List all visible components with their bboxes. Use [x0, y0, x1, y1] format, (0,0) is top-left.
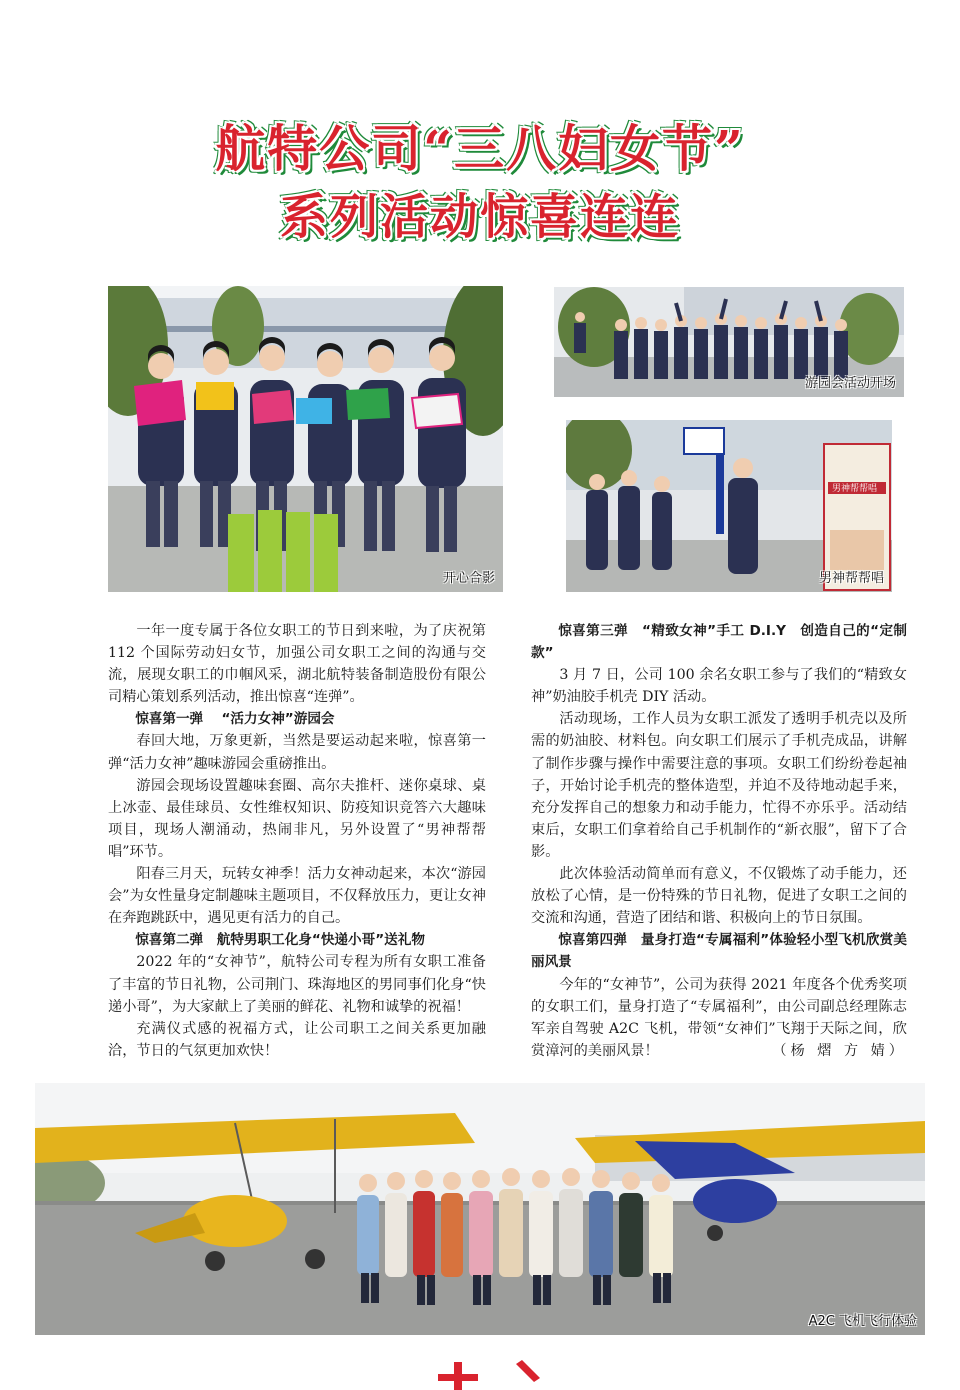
article-column-right — [531, 620, 907, 1062]
title-line-2: 系列活动惊喜连连 — [279, 189, 680, 245]
photo-caption-singing: 男神帮帮唱 — [818, 571, 884, 586]
section-4-text: 今年的“女神节”，公司为获得 2021 年度各个优秀奖项的女职工们，量身打造了“专属福利”，由公司副总经理陈志军亲自驾驶 A2C 飞机，带领“女神们”飞翔于天际之间，欣赏漳河的美丽风景！ — [531, 976, 907, 1059]
airplane-photo-illustration — [35, 1083, 925, 1335]
photo-group-women — [108, 286, 503, 592]
singing-board-text: 男神帮帮唱 — [832, 484, 878, 494]
section-1-paragraph-3: 阳春三月天，玩转女神季！活力女神动起来，本次“游园会”为女性量身定制趣味主题项目，不仅释放压力，更让女神在奔跑跳跃中，遇见更有活力的自己。 — [108, 866, 486, 927]
section-3-paragraph-2: 活动现场，工作人员为女职工派发了透明手机壳以及所需的奶油胶、材料包。向女职工们展示了手机壳成品，讲解了制作步骤与操作中需要注意的事项。女职工们纷纷卷起袖子，开始讨论手机壳的整体造型，并迫不及待地动起手来，充分发挥自己的想象力和动手能力，忙得不亦乐乎。活动结束后，女职工们拿着给自己手机制作的“新衣服”，留下了合影。 — [531, 711, 907, 860]
photo-park-opening — [554, 287, 904, 397]
section-1-title: 惊喜第一弹 “活力女神”游园会 — [135, 711, 335, 728]
photo-airplane-experience — [35, 1083, 925, 1335]
section-2-paragraph-2: 充满仪式感的祝福方式，让公司职工之间关系更加融洽，节日的气氛更加欢快！ — [108, 1020, 486, 1059]
bottom-red-mark-decoration — [430, 1352, 550, 1390]
section-3-paragraph-3: 此次体验活动简单而有意义，不仅锻炼了动手能力，还放松了心情，是一份特殊的节日礼物，促进了女职工之间的交流和沟通，营造了团结和谐、积极向上的节日氛围。 — [531, 866, 907, 927]
article-column-left — [108, 620, 486, 1062]
article-author: （杨 熠 方 婧） — [772, 1042, 907, 1059]
section-1-paragraph-1: 春回大地，万象更新，当然是要运动起来啦，惊喜第一弹“活力女神”趣味游园会重磅推出。 — [108, 733, 486, 772]
section-3-paragraph-1: 3 月 7 日，公司 100 余名女职工参与了我们的“精致女神”奶油胶手机壳 DIY 活动。 — [531, 667, 907, 706]
section-2-title: 惊喜第二弹 航特男职工化身“快递小哥”送礼物 — [135, 932, 425, 949]
section-2-paragraph-1: 2022 年的“女神节”，航特公司专程为所有女职工准备了丰富的节日礼物，公司荆门、珠海地区的男同事们化身“快递小哥”，为大家献上了美丽的鲜花、礼物和诚挚的祝福！ — [108, 954, 486, 1015]
section-4-title: 惊喜第四弹 量身打造“专属福利”体验轻小型飞机欣赏美丽风景 — [531, 932, 907, 971]
title-line-1: 航特公司“三八妇女节” — [215, 119, 745, 178]
photo-caption-group: 开心合影 — [442, 571, 495, 586]
section-3-title: 惊喜第三弹 “精致女神”手工 D.I.Y 创造自己的“定制款” — [531, 623, 907, 662]
group-photo-illustration — [108, 286, 503, 592]
section-1-paragraph-2: 游园会现场设置趣味套圈、高尔夫推杆、迷你桌球、桌上冰壶、最佳球员、女性维权知识、防疫知识竞答六大趣味项目，现场人潮涌动，热闹非凡，另外设置了“男神帮帮唱”环节。 — [108, 777, 486, 860]
article-intro: 一年一度专属于各位女职工的节日到来啦，为了庆祝第 112 个国际劳动妇女节，加强公司女职工之间的沟通与交流，展现女职工的巾帼风采，湖北航特装备制造股份有限公司精心策划系列活动，推出惊喜“连弹”。 — [108, 623, 486, 706]
section-4-paragraph-1 — [531, 974, 907, 1062]
page-title — [0, 118, 960, 248]
photo-caption-opening: 游园会活动开场 — [804, 376, 896, 391]
photo-caption-airplane: A2C 飞机飞行体验 — [808, 1314, 917, 1329]
photo-men-singing — [566, 420, 892, 592]
